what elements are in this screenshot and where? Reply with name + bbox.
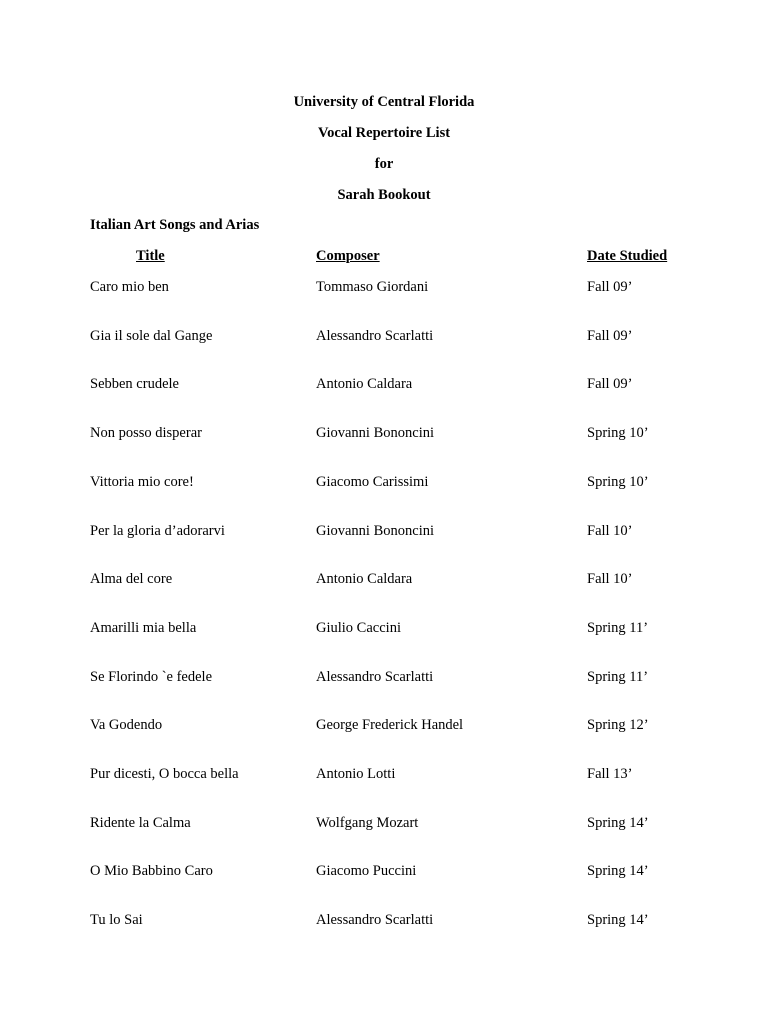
date-studied: Spring 11’ (587, 620, 649, 636)
date-studied: Spring 10’ (587, 474, 649, 490)
table-row (0, 522, 768, 542)
date-studied: Fall 10’ (587, 571, 633, 587)
section-title: Italian Art Songs and Arias (90, 217, 260, 233)
song-title: Amarilli mia bella (90, 620, 197, 636)
date-studied: Spring 10’ (587, 425, 649, 441)
for-line: for (374, 156, 394, 172)
song-title: Sebben crudele (90, 376, 179, 392)
composer-name: Giulio Caccini (316, 620, 401, 636)
song-title: O Mio Babbino Caro (90, 863, 213, 879)
table-row (0, 570, 768, 590)
date-studied: Spring 14’ (587, 863, 649, 879)
date-studied: Fall 10’ (587, 523, 633, 539)
composer-name: Alessandro Scarlatti (316, 669, 434, 685)
table-row (0, 911, 768, 931)
list-title: Vocal Repertoire List (317, 125, 451, 141)
table-row (0, 424, 768, 444)
date-studied: Spring 12’ (587, 717, 649, 733)
composer-name: Giacomo Carissimi (316, 474, 429, 490)
date-studied: Spring 14’ (587, 815, 649, 831)
date-studied: Spring 11’ (587, 669, 649, 685)
composer-name: George Frederick Handel (316, 717, 464, 733)
composer-name: Giovanni Bononcini (316, 523, 435, 539)
student-name: Sarah Bookout (337, 187, 431, 203)
song-title: Tu lo Sai (90, 912, 143, 928)
song-title: Gia il sole dal Gange (90, 328, 213, 344)
song-title: Caro mio ben (90, 279, 169, 295)
table-row (0, 278, 768, 298)
song-title: Va Godendo (90, 717, 163, 733)
composer-name: Alessandro Scarlatti (316, 328, 434, 344)
date-studied: Spring 14’ (587, 912, 649, 928)
composer-name: Antonio Lotti (316, 766, 396, 782)
table-row (0, 716, 768, 736)
composer-name: Antonio Caldara (316, 376, 413, 392)
composer-name: Alessandro Scarlatti (316, 912, 434, 928)
song-title: Alma del core (90, 571, 173, 587)
composer-name: Antonio Caldara (316, 571, 413, 587)
date-studied: Fall 09’ (587, 328, 633, 344)
date-studied: Fall 09’ (587, 279, 633, 295)
song-title: Pur dicesti, O bocca bella (90, 766, 239, 782)
composer-name: Tommaso Giordani (316, 279, 429, 295)
table-row (0, 473, 768, 493)
table-row (0, 765, 768, 785)
composer-name: Giacomo Puccini (316, 863, 417, 879)
table-row (0, 619, 768, 639)
song-title: Vittoria mio core! (90, 474, 194, 490)
table-row (0, 327, 768, 347)
table-row (0, 862, 768, 882)
date-studied: Fall 13’ (587, 766, 633, 782)
table-row (0, 668, 768, 688)
column-header-date: Date Studied (587, 248, 668, 264)
column-header-title: Title (136, 248, 165, 264)
column-header-composer: Composer (316, 248, 380, 264)
institution-heading: University of Central Florida (293, 94, 475, 110)
composer-name: Giovanni Bononcini (316, 425, 435, 441)
table-row (0, 814, 768, 834)
date-studied: Fall 09’ (587, 376, 633, 392)
song-title: Se Florindo `e fedele (90, 669, 213, 685)
composer-name: Wolfgang Mozart (316, 815, 419, 831)
song-title: Per la gloria d’adorarvi (90, 523, 225, 539)
table-row (0, 375, 768, 395)
song-title: Ridente la Calma (90, 815, 191, 831)
song-title: Non posso disperar (90, 425, 202, 441)
